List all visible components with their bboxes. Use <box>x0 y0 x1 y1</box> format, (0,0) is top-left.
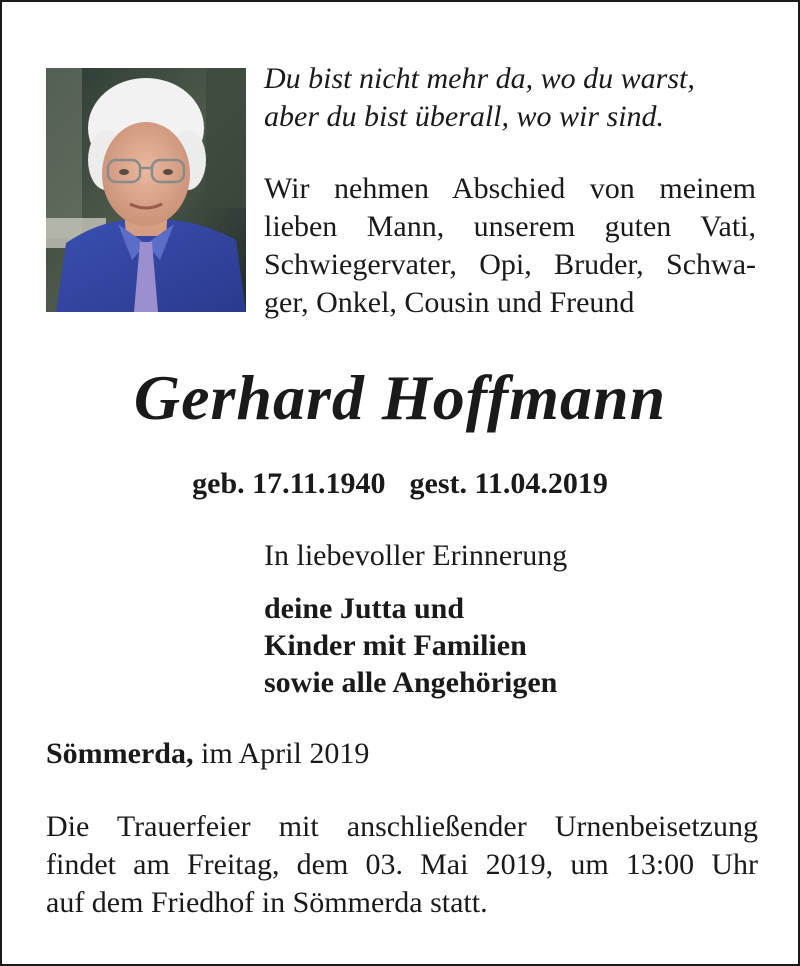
memory-line: In liebevoller Erinnerung <box>264 539 568 572</box>
place-and-date <box>46 734 369 774</box>
mourners <box>264 590 557 701</box>
mourner-line: Kinder mit Familien <box>264 629 527 662</box>
farewell-line: Schwiegervater, Opi, Bruder, Schwa- <box>264 248 756 281</box>
place-date: im April 2019 <box>200 737 370 770</box>
ceremony-line: findet am Freitag, dem 03. Mai 2019, um 13:00 Uhr <box>46 848 758 881</box>
farewell-line: lieben Mann, unserem guten Vati, <box>264 210 756 243</box>
ceremony-notice <box>46 808 758 922</box>
quote-line: Du bist nicht mehr da, wo du warst, <box>264 62 695 95</box>
quote <box>264 60 784 136</box>
mourner-line: deine Jutta und <box>264 592 465 625</box>
mourner-line: sowie alle Angehörigen <box>264 666 558 699</box>
farewell-text <box>264 170 756 322</box>
portrait-photo <box>46 68 246 312</box>
death-date: gest. 11.04.2019 <box>409 467 608 500</box>
birth-date: geb. 17.11.1940 <box>192 467 386 500</box>
ceremony-line: Die Trauerfeier mit anschließender Urnenbeisetzung <box>46 810 758 843</box>
quote-line: aber du bist überall, wo wir sind. <box>264 100 665 133</box>
farewell-line: Wir nehmen Abschied von meinem <box>264 172 756 205</box>
farewell-line: ger, Onkel, Cousin und Freund <box>264 286 635 319</box>
place-city: Sömmerda, <box>46 737 194 770</box>
deceased-name: Gerhard Hoffmann <box>133 362 667 433</box>
portrait-image <box>46 68 246 312</box>
life-dates <box>2 464 798 504</box>
ceremony-line: auf dem Friedhof in Sömmerda statt. <box>46 886 488 919</box>
